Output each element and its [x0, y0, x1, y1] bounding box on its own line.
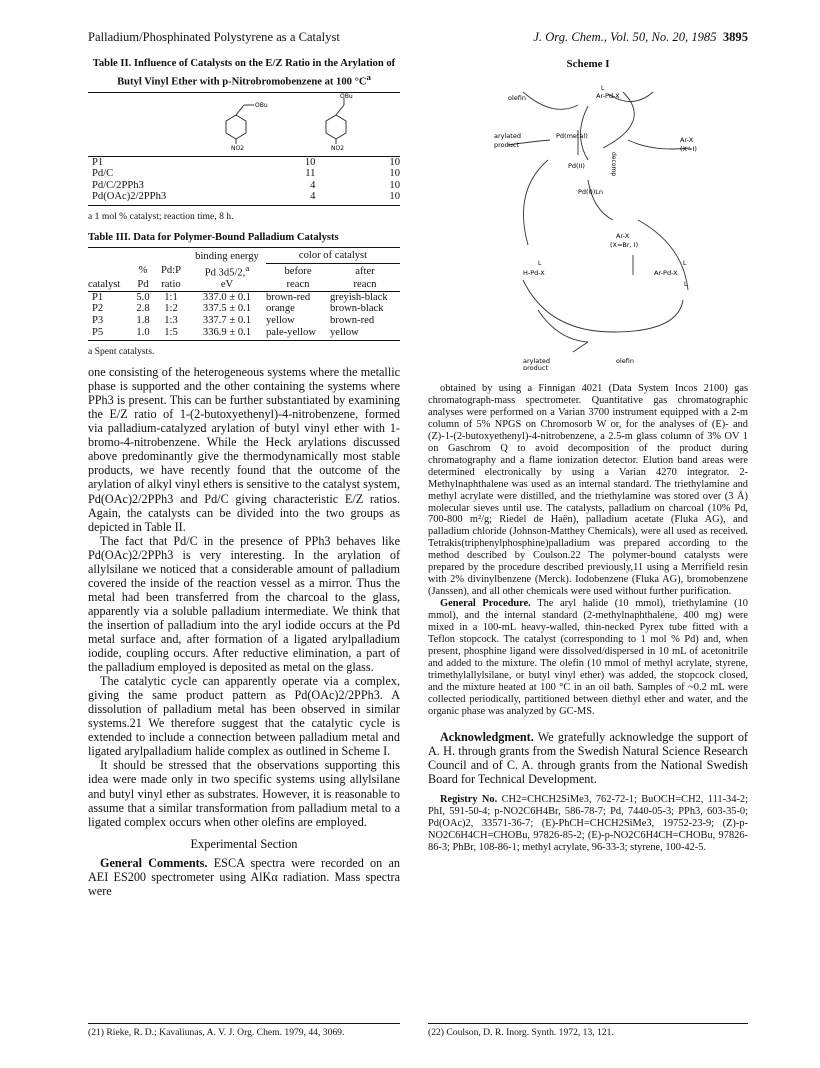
table3-row: P5 1.0 1:5 336.9 ± 0.1 pale-yellow yellow: [92, 326, 359, 338]
table3-footnote: a Spent catalysts.: [88, 346, 155, 358]
scheme-l-top: L: [601, 85, 605, 92]
table2-bottom-rule: [88, 205, 400, 206]
scheme-arpdx-top: Ar-Pd-X: [596, 92, 620, 100]
h-after: after: [355, 265, 375, 277]
scheme-arx-right: Ar-X: [680, 136, 694, 144]
paragraph: The catalytic cycle can apparently operate via a complex, giving the same product pattern as Pd(OAc)2/2PPh3. A dissolution of palladium metal has been observed in similar systems.21 We therefore suggest that the catalytic cycle is extended to include a connection between palladium metal and ligated arylpalladium halide complex as outlined in Scheme I.: [88, 674, 400, 759]
table3-row: P2 2.8 1:2 337.5 ± 0.1 orange brown-black: [92, 303, 384, 315]
table3-row: P3 1.8 1:3 337.7 ± 0.1 yellow brown-red: [92, 314, 375, 326]
h-pdp: Pd:P: [160, 265, 182, 277]
h-pct: %: [138, 265, 148, 277]
z-obu-label: OBu: [340, 92, 353, 100]
scheme-arrows: [508, 92, 690, 352]
z-isomer-structure: [326, 98, 346, 144]
scheme-hpdx: H-Pd-X: [523, 269, 545, 277]
general-comments: General Comments. ESCA spectra were recorded on an AEI ES200 spectrometer using AlKα radiation. Mass spectra were: [88, 855, 401, 898]
e-no2-label: NO2: [231, 144, 245, 151]
table2-structures: [88, 93, 400, 151]
z-no2-label: NO2: [331, 144, 345, 151]
scheme-olefin-bottom: olefin: [616, 357, 634, 365]
scheme-l-right2: L: [684, 281, 688, 288]
journal-name: J. Org. Chem., Vol. 50, No. 20, 1985: [533, 30, 717, 44]
h-color: color of catalyst: [266, 248, 400, 263]
h-ev: eV: [220, 279, 234, 291]
footnote-21: (21) Rieke, R. D.; Kavaliunas, A. V. J. Org. Chem. 1979, 44, 3069.: [88, 1027, 345, 1038]
footnote-right: [428, 1023, 748, 1038]
registry-numbers: Registry No. CH2=CHCH2SiMe3, 762-72-1; BuOCH=CH2, 111-34-2; PhI, 591-50-4; p-NO2C6H4Br, 586-78-7; Pd, 7440-05-3; PPh3, 603-35-0; Pd(OAc)2, 33571-36-7; (E)-PhCH=CHCH2SiMe3, 19752-23-9; (Z)-p-NO2C6H4CH=CHOBu, 97826-85-2; (E)-p-NO2C6H4CH=CHOBu, 97826-86-3; PhBr, 108-86-1; methyl acrylate, 96-33-3; styrene, 100-42-5.: [428, 793, 748, 853]
h-ratio: ratio: [161, 279, 181, 291]
right-body-text: [428, 383, 748, 598]
acknowledgment: Acknowledgment. We gratefully acknowledge the support of A. H. through grants from the Swedish Natural Science Research Council and of C. A. through grants from the National Swedish Board for Technical Development.: [428, 729, 748, 786]
scheme-product-bottom: product: [523, 364, 549, 370]
left-column: [88, 58, 400, 898]
table2-row: Pd/C 11 10: [92, 168, 400, 180]
scheme-decomp: decomp: [610, 152, 617, 177]
scheme-pdii: Pd(II): [568, 162, 585, 170]
scheme-pdmetal: Pd(metal): [556, 132, 588, 140]
table3-row: P1 5.0 1:1 337.0 ± 0.1 brown-red greyish-black: [92, 291, 388, 303]
table2-row: Pd(OAc)2/2PPh3 4 10: [92, 191, 400, 203]
scheme-xbri: (X=Br, I): [610, 241, 639, 249]
h-reacn1: reacn: [286, 279, 310, 291]
scheme-product-top: product: [494, 141, 520, 149]
scheme-diagram: [428, 70, 748, 370]
scheme-pd0: Pd(0)Ln: [578, 188, 603, 196]
experimental-heading: Experimental Section: [190, 836, 298, 851]
general-procedure: General Procedure. The aryl halide (10 mmol), triethylamine (10 mmol), and the internal standard (2-methylnaphthalene, 400 mg) were mixed in a 100-mL heavy-walled, thin-necked Pyrex tube fitted with a Teflon stopcock. The catalyst (corresponding to 1 mol % Pd) and, when present, phosphine ligand were dissolved/dispersed in 10 mL of acetonitrile and added to the mixture. The olefin (10 mmol of methyl acrylate, styrene, trimethylallylsilane, or butyl vinyl ether) was added, the stopcock closed, and the mixture heated at 100 °C in an oil bath. Samples of ~0.2 mL were collected periodically, partitioned between diethyl ether and water, and the organic phase was analyzed by GC-MS.: [428, 598, 748, 717]
scheme-arylated-top: arylated: [494, 132, 521, 140]
running-header: Palladium/Phosphinated Polystyrene as a Catalyst: [88, 30, 340, 44]
footnote-left: [88, 1023, 400, 1038]
table2-footnote: a 1 mol % catalyst; reaction time, 8 h.: [88, 210, 234, 222]
scheme-xi: (X=I): [680, 145, 697, 153]
scheme-title: Scheme I: [566, 58, 610, 70]
h-binding: binding energy: [195, 251, 259, 263]
h-reacn2: reacn: [353, 279, 377, 291]
h-catalyst: catalyst: [88, 279, 121, 291]
paragraph: obtained by using a Finnigan 4021 (Data System Incos 2100) gas chromatograph-mass spectrometer. Quantitative gas chromatographic analyses were performed on a Varian 3700 instrument equipped with a 2-m column of 5% NPGS on Chromosorb W or, for the analyses of (E)- and (Z)-1-(2-butoxyethenyl)-4-nitrobenzene, a 2.5-m glass column of 3% OV 1 on Gaschrom Q to avoid decomposition of the product during chromatography and a flame ionization detector. Elution band areas were determined electronically by using a Varian 4270 integrator. 2-Methylnaphthalene was used as an internal standard. The triethylamine and methyl acrylate were distilled, and the triethylamine was stored over (3 Å) molecular sieves until use. The catalysts, palladium on charcoal (10% Pd, 700-800 m²/g; Riedel de Haën), palladium acetate (Fluka AG), and palladium chloride (Johnson-Matthey Chemicals), were all used as received. Tetrakis(triphenylphosphine)palladium was prepared according to the method described by Coulson.22 The polymer-bound catalysts were prepared by the procedure described previously,11 using a Merrifield resin with 2% divinylbenzene (Merck). Iodobenzene (Fluka AG), bromobenzene (Janssen), and all other chemicals were used without further purification.: [428, 383, 748, 598]
table2-caption: Table II. Influence of Catalysts on the E/Z Ratio in the Arylation of Butyl Vinyl Ether with p-Nitrobromobenzene at 100 $^\circ C^a$: [92, 58, 396, 88]
right-column: [428, 58, 748, 854]
table3-bottom-rule: [88, 340, 400, 341]
h-before: before: [284, 265, 312, 277]
paragraph: one consisting of the heterogeneous systems where the metallic phase is supported and the other containing the systems where PPh3 is present. This can be further substantiated by examining the E/Z ratio of 1-(2-butoxyethenyl)-4-nitrobenzene, formed via palladium-catalyzed arylation of butyl vinyl ether with 1-bromo-4-nitrobenzene. While the Heck arylations discussed above predominantly give the thermodynamically most stable products, we have recently found that the outcome of the arylation of alkyl vinyl ethers is sensitive to the catalyst system, Pd(OAc)2/2PPh3 and Pd/C giving characteristic E/Z ratios. Again, the catalysts can be divided into the two groups as depicted in Table II.: [88, 365, 400, 534]
table2: [88, 157, 400, 203]
scheme-arpdx-bottom: Ar-Pd-X: [654, 269, 678, 277]
h-pd3d: Pd 3d5/2,$^a$: [204, 263, 250, 279]
paragraph: It should be stressed that the observations supporting this idea were made only in two specific systems using allylsilane and butyl vinyl ether as substrates. However, it is reasonable to assume that a similar transformation from palladium metal to a ligated complex occurs when other olefins are employed.: [88, 758, 400, 829]
journal-citation: [533, 30, 748, 45]
table3: [88, 248, 400, 338]
scheme-olefin: olefin: [508, 94, 526, 102]
e-obu-label: OBu: [255, 101, 268, 109]
scheme-l-right: L: [683, 260, 687, 267]
page-number: 3895: [722, 30, 748, 44]
scheme-l-left: L: [538, 260, 542, 267]
table3-caption: Table III. Data for Polymer-Bound Palladium Catalysts: [88, 231, 339, 243]
left-body-text: [88, 365, 400, 829]
paragraph: The fact that Pd/C in the presence of PPh3 behaves like Pd(OAc)2/2PPh3 is very interesting. In the arylation of allylsilane we noticed that a considerable amount of palladium covered the inside of the reaction vessel as a mirror. Thus the metal had been transferred from the charcoal to the glass, apparently via a soluble palladium intermediate. We think that the insertion of palladium into the aryl iodide occurs at the Pd metal surface and, after formation of a ligated arylpalladium iodide, coupling occurs. After reductive elimination, a part of the palladium employed is deposited as metal on the glass.: [88, 533, 400, 675]
table2-row: P1 10 10: [92, 156, 400, 168]
scheme-arylated-bottom: arylated: [523, 357, 550, 365]
footnote-22: (22) Coulson, D. R. Inorg. Synth. 1972, 13, 121.: [428, 1027, 614, 1038]
scheme-arx-mid: Ar-X: [616, 232, 630, 240]
h-pd: Pd: [137, 279, 149, 291]
e-isomer-structure: [226, 105, 254, 144]
table2-row: Pd/C/2PPh3 4 10: [92, 179, 400, 191]
